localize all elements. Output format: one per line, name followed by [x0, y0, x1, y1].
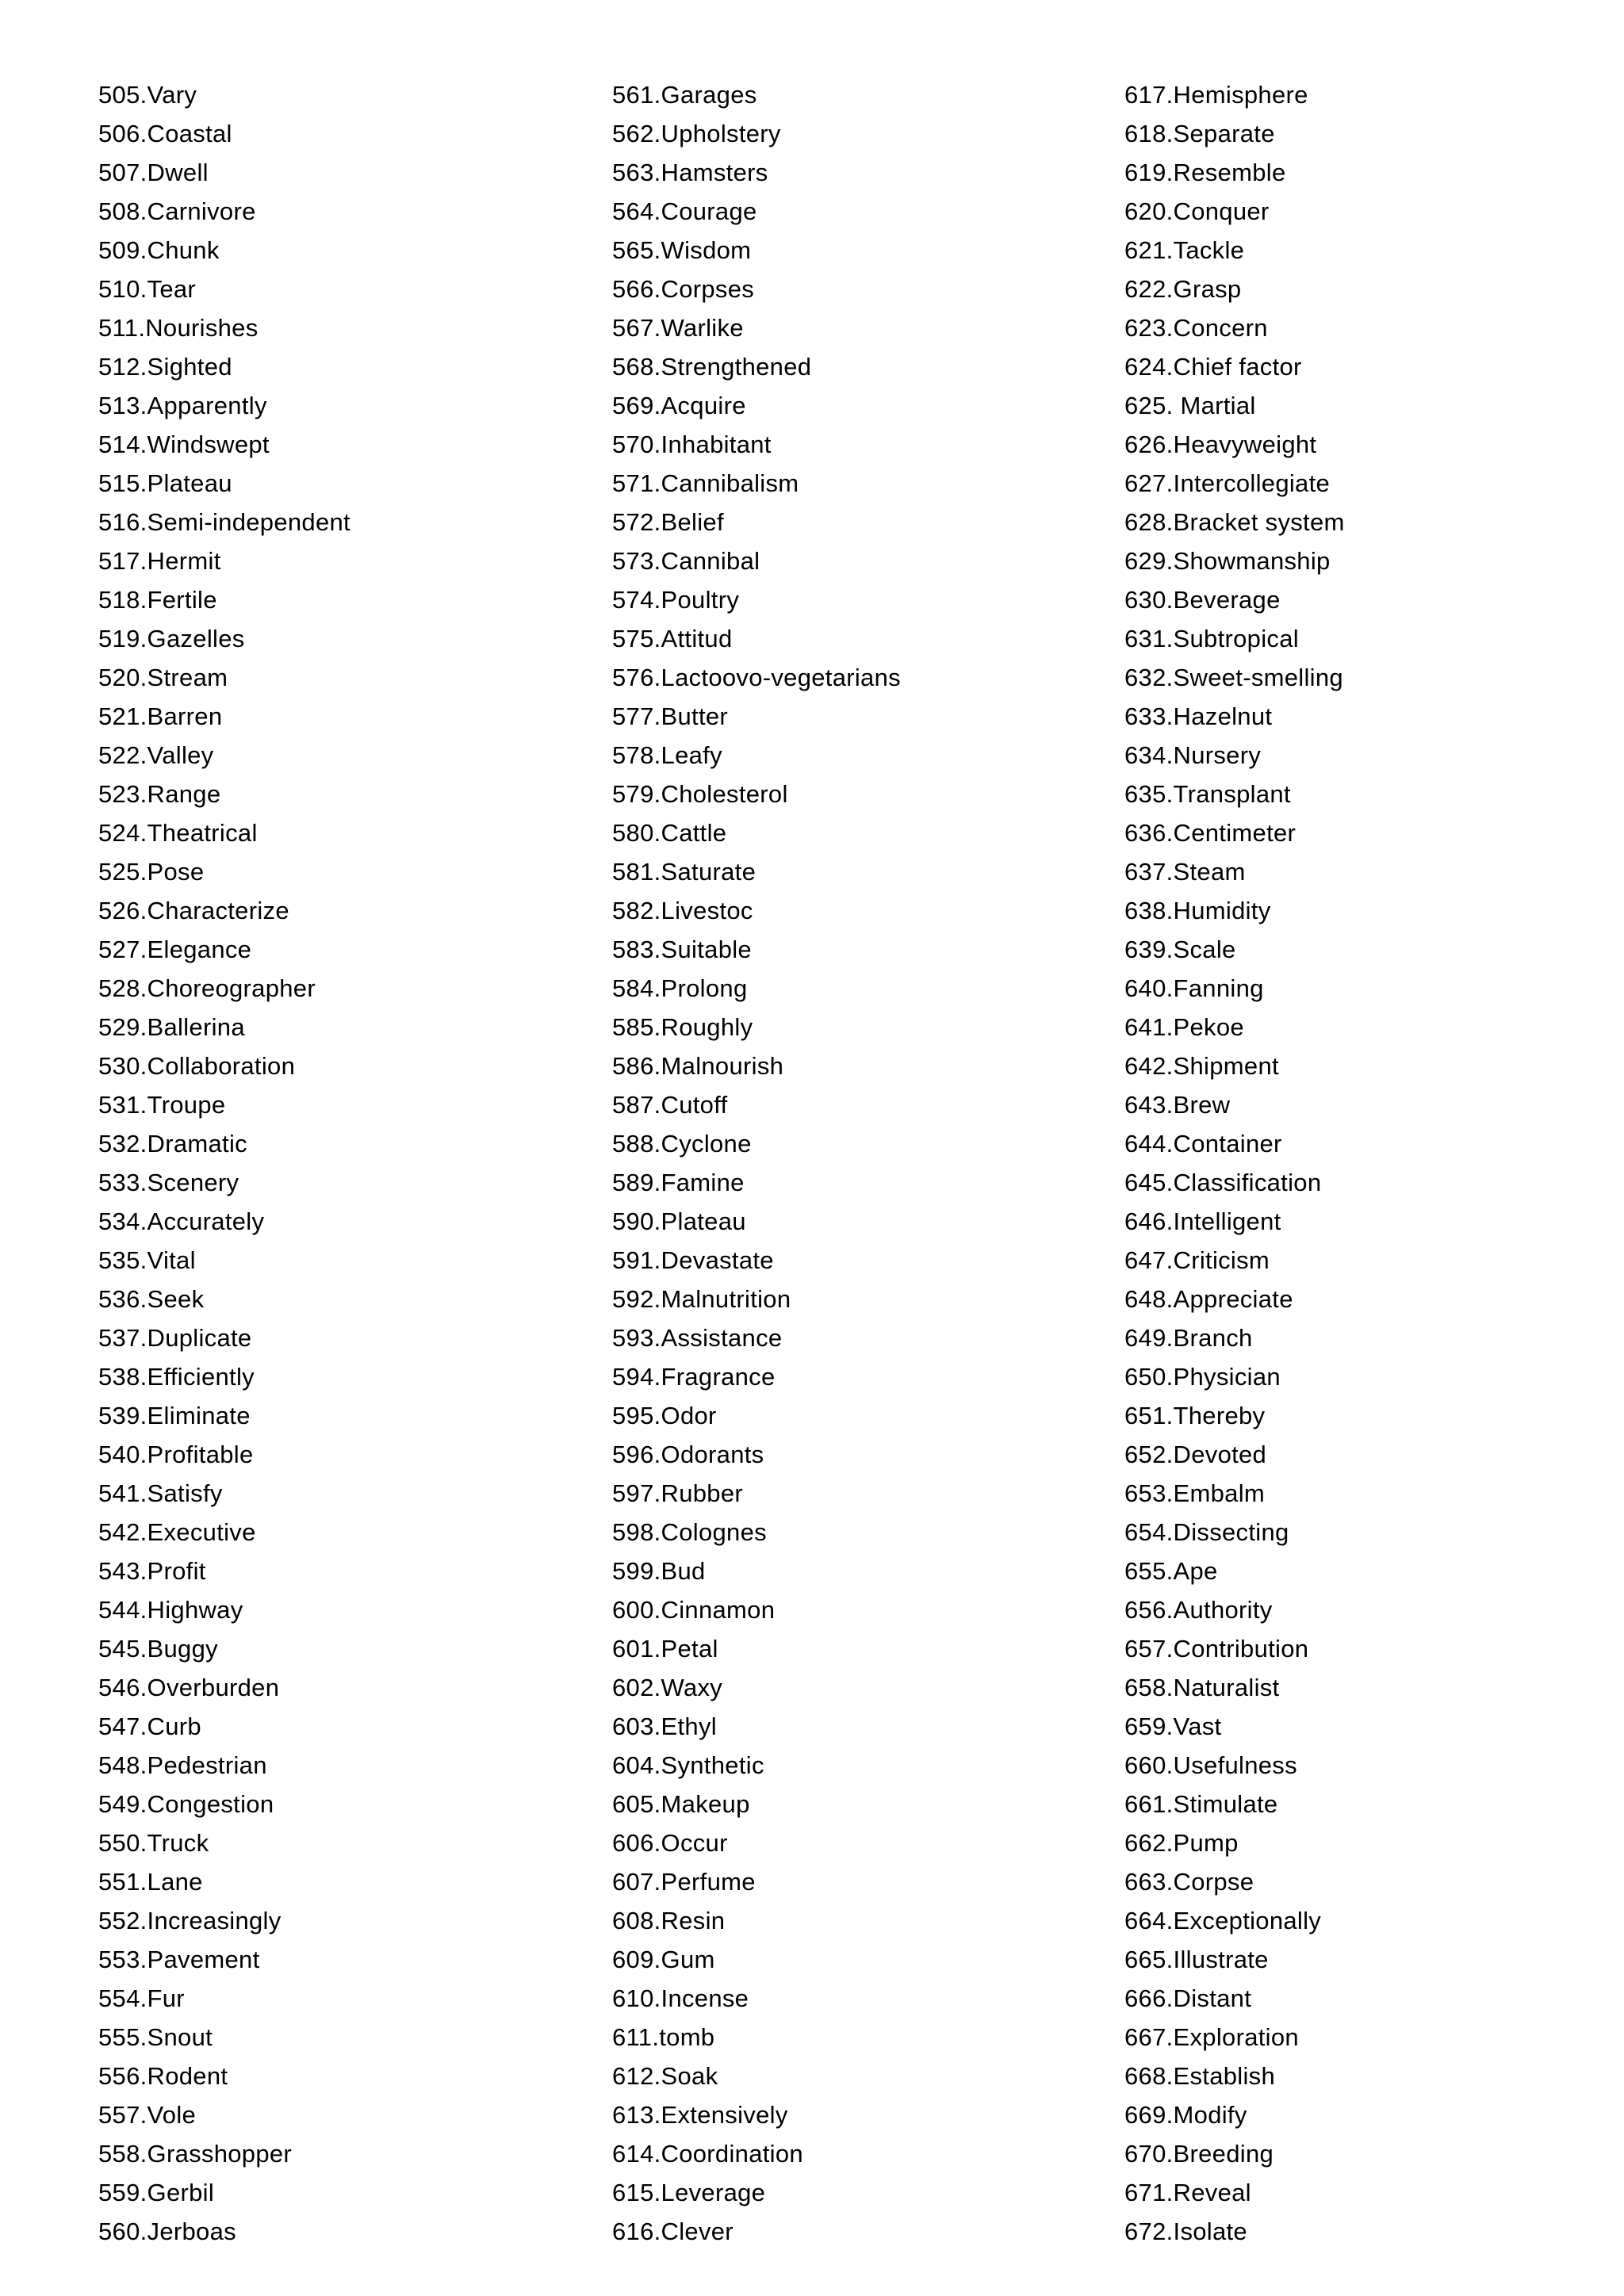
word-list-item: 546.Overburden: [98, 1674, 280, 1701]
word-list-item: 549.Congestion: [98, 1790, 274, 1818]
word-list-item: 668.Establish: [1124, 2062, 1276, 2090]
word-list-item: 601.Petal: [612, 1635, 718, 1663]
word-list-item: 660.Usefulness: [1124, 1751, 1297, 1779]
word-list-item: 550.Truck: [98, 1829, 209, 1857]
word-list-item: 511.Nourishes: [98, 314, 259, 342]
word-list-item: 653.Embalm: [1124, 1479, 1266, 1507]
word-list-item: 547.Curb: [98, 1712, 201, 1740]
word-list-item: 607.Perfume: [612, 1868, 756, 1896]
word-list-item: 598.Colognes: [612, 1518, 767, 1546]
word-list-item: 536.Seek: [98, 1285, 205, 1313]
word-list-item: 563.Hamsters: [612, 159, 768, 186]
word-list-item: 578.Leafy: [612, 741, 722, 769]
word-list-item: 564.Courage: [612, 197, 757, 225]
word-list-item: 592.Malnutrition: [612, 1285, 791, 1313]
word-list-item: 603.Ethyl: [612, 1712, 717, 1740]
word-list-item: 664.Exceptionally: [1124, 1907, 1322, 1934]
word-list-item: 552.Increasingly: [98, 1907, 282, 1934]
word-list-item: 605.Makeup: [612, 1790, 750, 1818]
word-list-item: 523.Range: [98, 780, 221, 808]
word-list-item: 506.Coastal: [98, 120, 232, 147]
word-list-item: 631.Subtropical: [1124, 625, 1299, 652]
word-list-item: 533.Scenery: [98, 1169, 239, 1196]
word-list-item: 619.Resemble: [1124, 159, 1286, 186]
word-list-item: 613.Extensively: [612, 2101, 788, 2129]
word-list-item: 571.Cannibalism: [612, 469, 799, 497]
word-list-item: 629.Showmanship: [1124, 547, 1331, 575]
word-list-item: 509.Chunk: [98, 236, 220, 264]
word-list-item: 537.Duplicate: [98, 1324, 252, 1352]
word-list-column-2: [612, 75, 901, 2251]
word-list-item: 635.Transplant: [1124, 780, 1291, 808]
word-list-item: 531.Troupe: [98, 1091, 226, 1119]
word-list-item: 561.Garages: [612, 81, 757, 109]
word-list-item: 582.Livestoc: [612, 897, 753, 924]
word-list-item: 609.Gum: [612, 1946, 715, 1973]
word-list-item: 630.Beverage: [1124, 586, 1281, 614]
word-list-column-3: [1124, 75, 1345, 2251]
word-list-item: 574.Poultry: [612, 586, 740, 614]
word-list-item: 589.Famine: [612, 1169, 745, 1196]
word-list-item: 663.Corpse: [1124, 1868, 1254, 1896]
word-list-item: 540.Profitable: [98, 1441, 254, 1468]
word-list-item: 642.Shipment: [1124, 1052, 1279, 1080]
word-list-item: 627.Intercollegiate: [1124, 469, 1331, 497]
word-list-item: 529.Ballerina: [98, 1013, 245, 1041]
word-list-item: 647.Criticism: [1124, 1246, 1270, 1274]
word-list-item: 541.Satisfy: [98, 1479, 223, 1507]
word-list-item: 526.Characterize: [98, 897, 289, 924]
word-list-item: 524.Theatrical: [98, 819, 258, 847]
word-list-item: 621.Tackle: [1124, 236, 1245, 264]
word-list-item: 586.Malnourish: [612, 1052, 784, 1080]
word-list-item: 632.Sweet-smelling: [1124, 664, 1343, 691]
word-list-item: 628.Bracket system: [1124, 508, 1345, 536]
word-list-item: 618.Separate: [1124, 120, 1275, 147]
word-list-item: 517.Hermit: [98, 547, 221, 575]
word-list-item: 534.Accurately: [98, 1207, 265, 1235]
word-list-item: 513.Apparently: [98, 392, 267, 419]
word-list-item: 651.Thereby: [1124, 1402, 1266, 1429]
word-list-item: 566.Corpses: [612, 275, 755, 303]
word-list-item: 557.Vole: [98, 2101, 197, 2129]
word-list-item: 610.Incense: [612, 1984, 749, 2012]
word-list-item: 518.Fertile: [98, 586, 217, 614]
word-list-item: 645.Classification: [1124, 1169, 1322, 1196]
word-list-item: 639.Scale: [1124, 936, 1236, 963]
word-list-item: 625. Martial: [1124, 392, 1256, 419]
word-list-item: 544.Highway: [98, 1596, 243, 1624]
word-list-item: 648.Appreciate: [1124, 1285, 1293, 1313]
word-list-item: 542.Executive: [98, 1518, 256, 1546]
word-list-item: 558.Grasshopper: [98, 2140, 293, 2168]
word-list-item: 652.Devoted: [1124, 1441, 1267, 1468]
word-list-item: 570.Inhabitant: [612, 430, 772, 458]
word-list-item: 591.Devastate: [612, 1246, 774, 1274]
word-list-item: 644.Container: [1124, 1130, 1282, 1158]
word-list-item: 646.Intelligent: [1124, 1207, 1281, 1235]
word-list-item: 516.Semi-independent: [98, 508, 350, 536]
word-list-item: 670.Breeding: [1124, 2140, 1274, 2168]
word-list-item: 656.Authority: [1124, 1596, 1273, 1624]
word-list-item: 659.Vast: [1124, 1712, 1222, 1740]
word-list-item: 528.Choreographer: [98, 974, 316, 1002]
word-list-item: 551.Lane: [98, 1868, 203, 1896]
word-list-item: 573.Cannibal: [612, 547, 760, 575]
word-list-item: 527.Elegance: [98, 936, 252, 963]
word-list-item: 538.Efficiently: [98, 1363, 255, 1391]
word-list-item: 565.Wisdom: [612, 236, 752, 264]
word-list-item: 661.Stimulate: [1124, 1790, 1278, 1818]
word-list-item: 666.Distant: [1124, 1984, 1252, 2012]
word-list-item: 669.Modify: [1124, 2101, 1247, 2129]
word-list-item: 580.Cattle: [612, 819, 727, 847]
word-list-item: 575.Attitud: [612, 625, 733, 652]
word-list-item: 555.Snout: [98, 2023, 213, 2051]
word-list-item: 588.Cyclone: [612, 1130, 752, 1158]
word-list-item: 569.Acquire: [612, 392, 746, 419]
word-list-item: 596.Odorants: [612, 1441, 764, 1468]
word-list-item: 507.Dwell: [98, 159, 209, 186]
word-list-item: 556.Rodent: [98, 2062, 228, 2090]
word-list-item: 520.Stream: [98, 664, 228, 691]
word-list-item: 614.Coordination: [612, 2140, 803, 2168]
word-list-item: 515.Plateau: [98, 469, 232, 497]
word-list-item: 585.Roughly: [612, 1013, 753, 1041]
word-list-item: 637.Steam: [1124, 858, 1246, 886]
word-list-item: 604.Synthetic: [612, 1751, 764, 1779]
word-list-item: 638.Humidity: [1124, 897, 1271, 924]
word-list-item: 634.Nursery: [1124, 741, 1262, 769]
word-list-item: 519.Gazelles: [98, 625, 245, 652]
word-list-item: 617.Hemisphere: [1124, 81, 1308, 109]
word-list-item: 508.Carnivore: [98, 197, 256, 225]
word-list-item: 612.Soak: [612, 2062, 718, 2090]
word-list-item: 584.Prolong: [612, 974, 748, 1002]
word-list-item: 671.Reveal: [1124, 2179, 1251, 2206]
word-list-item: 553.Pavement: [98, 1946, 260, 1973]
word-list-item: 545.Buggy: [98, 1635, 218, 1663]
word-list-column-1: [98, 75, 350, 2251]
word-list-item: 650.Physician: [1124, 1363, 1281, 1391]
word-list-item: 658.Naturalist: [1124, 1674, 1280, 1701]
word-list-item: 611.tomb: [612, 2023, 715, 2051]
word-list-item: 530.Collaboration: [98, 1052, 296, 1080]
word-list-item: 654.Dissecting: [1124, 1518, 1289, 1546]
word-list-item: 665.Illustrate: [1124, 1946, 1269, 1973]
word-list-item: 597.Rubber: [612, 1479, 744, 1507]
word-list-item: 667.Exploration: [1124, 2023, 1299, 2051]
word-list-item: 535.Vital: [98, 1246, 196, 1274]
word-list-item: 514.Windswept: [98, 430, 270, 458]
word-list-item: 616.Clever: [612, 2218, 733, 2245]
word-list-item: 512.Sighted: [98, 353, 232, 381]
word-list-item: 560.Jerboas: [98, 2218, 236, 2245]
word-list-item: 606.Occur: [612, 1829, 728, 1857]
word-list-item: 567.Warlike: [612, 314, 744, 342]
word-list-item: 577.Butter: [612, 702, 729, 730]
word-list-item: 608.Resin: [612, 1907, 726, 1934]
word-list-item: 624.Chief factor: [1124, 353, 1302, 381]
word-list-item: 640.Fanning: [1124, 974, 1264, 1002]
word-list-item: 583.Suitable: [612, 936, 752, 963]
word-list-item: 672.Isolate: [1124, 2218, 1247, 2245]
word-list-item: 633.Hazelnut: [1124, 702, 1273, 730]
word-list-item: 636.Centimeter: [1124, 819, 1297, 847]
word-list-item: 599.Bud: [612, 1557, 706, 1585]
word-list-item: 522.Valley: [98, 741, 214, 769]
word-list-item: 655.Ape: [1124, 1557, 1218, 1585]
word-list-item: 657.Contribution: [1124, 1635, 1309, 1663]
word-list-item: 626.Heavyweight: [1124, 430, 1317, 458]
word-list-item: 622.Grasp: [1124, 275, 1242, 303]
word-list-item: 525.Pose: [98, 858, 205, 886]
word-list-item: 505.Vary: [98, 81, 197, 109]
word-list-item: 662.Pump: [1124, 1829, 1239, 1857]
word-list-item: 576.Lactoovo-vegetarians: [612, 664, 901, 691]
word-list-item: 543.Profit: [98, 1557, 206, 1585]
word-list-item: 562.Upholstery: [612, 120, 781, 147]
word-list-item: 600.Cinnamon: [612, 1596, 776, 1624]
word-list-item: 620.Conquer: [1124, 197, 1270, 225]
word-list-item: 593.Assistance: [612, 1324, 783, 1352]
word-list-item: 572.Belief: [612, 508, 724, 536]
word-list-item: 587.Cutoff: [612, 1091, 728, 1119]
word-list-item: 581.Saturate: [612, 858, 756, 886]
word-list-item: 643.Brew: [1124, 1091, 1231, 1119]
word-list-item: 532.Dramatic: [98, 1130, 247, 1158]
word-list-item: 559.Gerbil: [98, 2179, 215, 2206]
word-list-item: 649.Branch: [1124, 1324, 1253, 1352]
word-list-item: 568.Strengthened: [612, 353, 812, 381]
word-list-item: 623.Concern: [1124, 314, 1268, 342]
word-list-item: 521.Barren: [98, 702, 223, 730]
word-list-item: 590.Plateau: [612, 1207, 746, 1235]
word-list-item: 594.Fragrance: [612, 1363, 776, 1391]
word-list-item: 615.Leverage: [612, 2179, 766, 2206]
word-list-item: 548.Pedestrian: [98, 1751, 267, 1779]
word-list-item: 579.Cholesterol: [612, 780, 788, 808]
word-list-item: 554.Fur: [98, 1984, 185, 2012]
word-list-item: 602.Waxy: [612, 1674, 723, 1701]
word-list-item: 641.Pekoe: [1124, 1013, 1244, 1041]
word-list-item: 595.Odor: [612, 1402, 717, 1429]
word-list-item: 539.Eliminate: [98, 1402, 251, 1429]
word-list-item: 510.Tear: [98, 275, 197, 303]
